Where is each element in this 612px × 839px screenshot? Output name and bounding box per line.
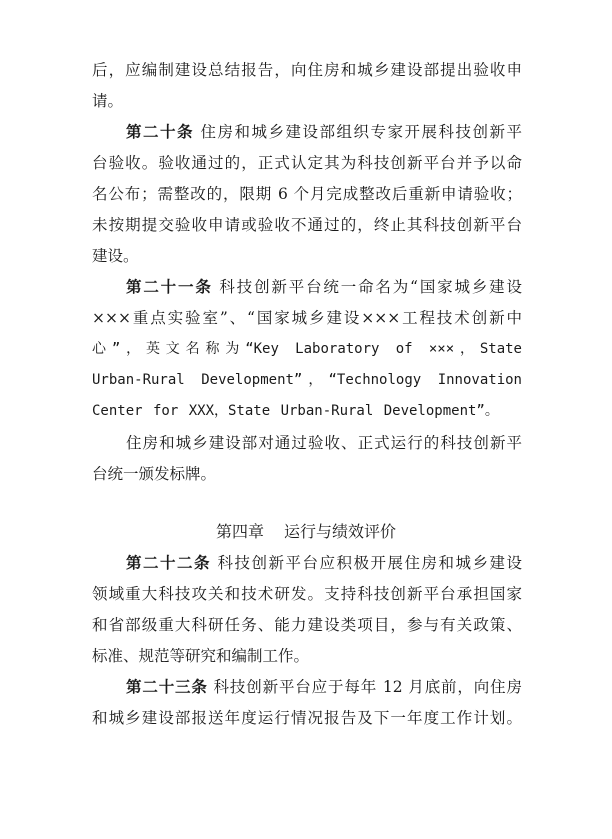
paragraph-line: 未按期提交验收申请或验收不通过的，终止其科技创新平台	[92, 216, 522, 234]
paragraph-line: 名公布；需整改的，限期 6 个月完成整改后重新申请验收；	[92, 185, 522, 203]
paragraph-line: 后，应编制建设总结报告，向住房和城乡建设部提出验收申	[92, 61, 522, 79]
article-21-label: 第二十一条	[126, 278, 213, 296]
paragraph-line: 请。	[92, 92, 124, 110]
article-23-line	[126, 676, 522, 698]
paragraph-line: Urban-Rural Development”，“Technology Innovation	[92, 372, 522, 388]
paragraph-line: 和省部级重大科研任务、能力建设类项目，参与有关政策、	[92, 616, 522, 634]
paragraph-line: 台验收。验收通过的，正式认定其为科技创新平台并予以命	[92, 154, 522, 172]
paragraph-line: 建设。	[92, 247, 139, 265]
article-21-line	[126, 276, 522, 298]
chapter-title: 运行与绩效评价	[284, 522, 397, 541]
article-22-text: 科技创新平台应积极开展住房和城乡建设	[217, 554, 522, 572]
paragraph-line: 和城乡建设部报送年度运行情况报告及下一年度工作计划。	[92, 709, 522, 727]
chapter-number: 第四章	[215, 522, 264, 541]
article-22-line	[126, 552, 522, 574]
paragraph-line: 台统一颁发标牌。	[92, 465, 217, 483]
paragraph-line: 住房和城乡建设部对通过验收、正式运行的科技创新平	[126, 434, 522, 452]
article-20-text: 住房和城乡建设部组织专家开展科技创新平	[200, 123, 522, 141]
paragraph-line: 心”，英文名称为“Key Laboratory of ×××，State	[92, 341, 522, 357]
article-20-label: 第二十条	[126, 123, 195, 141]
article-21-text: 科技创新平台统一命名为“国家城乡建设	[219, 278, 522, 296]
article-23-text: 科技创新平台应于每年 12 月底前，向住房	[213, 678, 522, 696]
paragraph-line: Center for XXX，State Urban-Rural Development”。	[92, 403, 499, 419]
article-23-label: 第二十三条	[126, 678, 208, 696]
article-20-line	[126, 121, 522, 143]
article-22-label: 第二十二条	[126, 554, 212, 572]
chapter-heading	[0, 521, 612, 543]
paragraph-line: 标准、规范等研究和编制工作。	[92, 647, 310, 665]
paragraph-line: 领域重大科技攻关和技术研发。支持科技创新平台承担国家	[92, 585, 522, 603]
paragraph-line: ×××重点实验室”、“国家城乡建设×××工程技术创新中	[92, 309, 522, 327]
